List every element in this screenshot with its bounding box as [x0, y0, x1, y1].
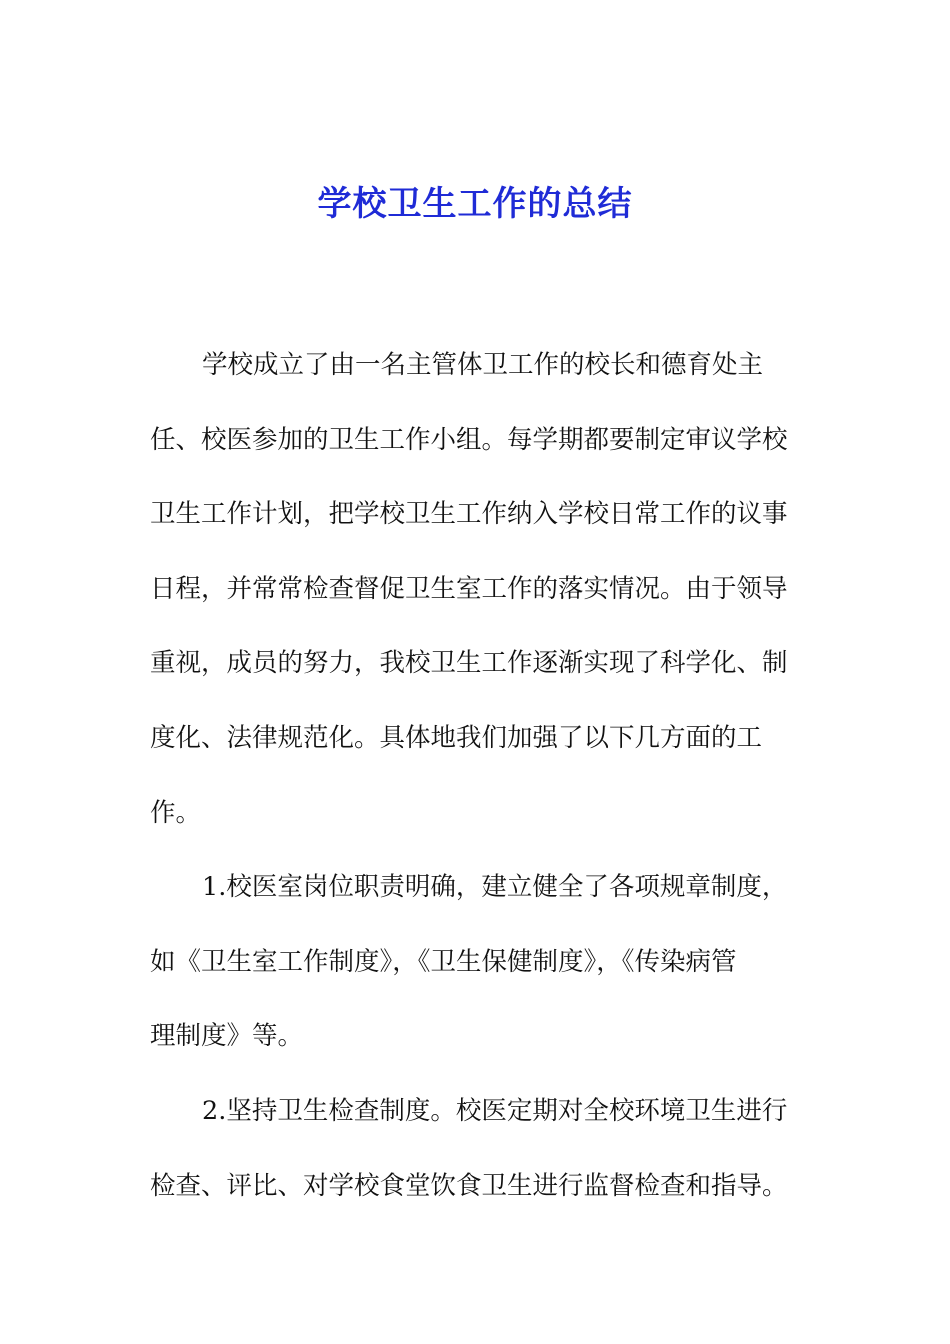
paragraph-line: 作。	[150, 797, 202, 828]
paragraph-line: 卫生工作计划，把学校卫生工作纳入学校日常工作的议事	[150, 499, 788, 530]
document-body	[150, 328, 798, 1223]
paragraph-line: 学校成立了由一名主管体卫工作的校长和德育处主	[202, 350, 764, 380]
paragraph-line: 检查、评比、对学校食堂饮食卫生进行监督检查和指导。	[150, 1170, 788, 1201]
paragraph-2	[150, 850, 798, 1074]
paragraph-3	[150, 1074, 798, 1223]
paragraph-line: 度化、法律规范化。具体地我们加强了以下几方面的工	[150, 722, 763, 753]
paragraph-line: 1.校医室岗位职责明确，建立健全了各项规章制度，	[202, 872, 788, 903]
paragraph-line: 任、校医参加的卫生工作小组。每学期都要制定审议学校	[150, 424, 788, 455]
paragraph-line: 理制度》等。	[150, 1021, 304, 1052]
paragraph-1	[150, 328, 798, 850]
paragraph-line: 2.坚持卫生检查制度。校医定期对全校环境卫生进行	[202, 1095, 788, 1126]
paragraph-line: 日程，并常常检查督促卫生室工作的落实情况。由于领导	[150, 573, 788, 604]
paragraph-line: 重视，成员的努力，我校卫生工作逐渐实现了科学化、制	[150, 648, 788, 679]
document-title: 学校卫生工作的总结	[317, 184, 633, 224]
paragraph-line: 如《卫生室工作制度》，《卫生保健制度》，《传染病管	[150, 946, 737, 977]
